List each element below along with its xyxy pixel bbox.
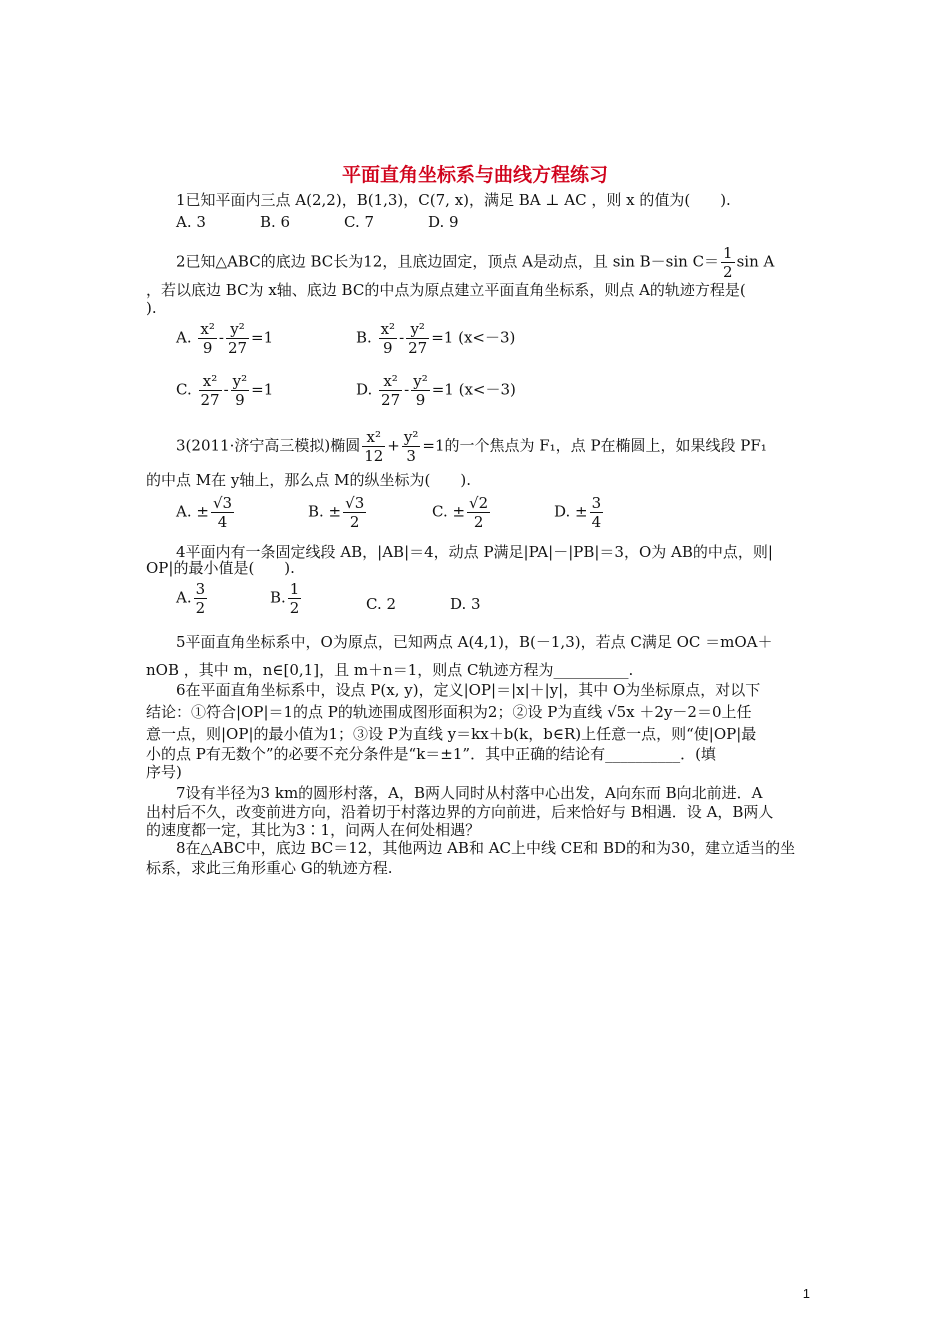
q7-line1: 7设有半径为3 km的圆形村落，A，B两人同时从村落中心出发，A向东而 B向北前进．A: [176, 784, 763, 802]
page-title: 平面直角坐标系与曲线方程练习: [341, 164, 608, 186]
q2-option-a-label: A.: [176, 328, 192, 347]
q4b-den: 2: [289, 599, 300, 617]
q3b-num: √3: [345, 494, 365, 512]
q1-option-d: D. 9: [428, 213, 459, 231]
q2a-n2: y²: [226, 320, 249, 339]
q2a-tail: =1: [251, 328, 274, 347]
q2b-tail: =1 (x<－3): [431, 328, 516, 347]
q4-option-b-label: B.: [270, 588, 286, 607]
q6-line3: 意一点，则|OP|的最小值为1；③设 P为直线 y＝kx＋b(k，b∈R)上任意一点，则“使|OP|最: [146, 725, 757, 743]
q2c-n1: x²: [199, 372, 222, 391]
q3d-num: 3: [591, 494, 602, 512]
q2-frac-den: 2: [723, 263, 733, 281]
q7-line2: 出村后不久，改变前进方向，沿着切于村落边界的方向前进，后来恰好与 B相遇．设 A，B两人: [146, 803, 774, 821]
q3-stem-a: 3(2011·济宁高三模拟)椭圆: [176, 436, 361, 455]
q3c-den: 2: [473, 513, 484, 531]
q2-option-b: B. $\frac{\text{x²}}{9}$ - $\frac{\text{y²}}{27}$ =1 (x<－3): [356, 320, 516, 357]
q8-line2: 标系，求此三角形重心 G的轨迹方程.: [146, 859, 393, 877]
q2-option-c-label: C.: [176, 380, 192, 399]
q3-d2: 3: [406, 447, 416, 465]
q3-option-c: [432, 494, 492, 531]
q4-option-a: [176, 580, 209, 617]
q3b-den: 2: [349, 513, 360, 531]
q2c-d2: 9: [235, 391, 245, 409]
q3-option-b: [308, 494, 368, 531]
q3a-den: 4: [217, 513, 228, 531]
q7-line3: 的速度都一定，其比为3∶1，问两人在何处相遇？: [146, 821, 481, 839]
q4-option-b: [270, 580, 303, 617]
q2-option-b-label: B.: [356, 328, 372, 347]
q2d-tail: =1 (x<－3): [431, 380, 516, 399]
q3-option-d: [554, 494, 605, 531]
q2b-n1: x²: [380, 320, 396, 338]
q3-option-d-label: D. ±: [554, 502, 588, 521]
q1-stem: 1已知平面内三点 A(2,2)，B(1,3)，C(7, x)，满足 BA ⊥ AC ，则 x 的值为( ).: [176, 191, 731, 209]
q2c-d1: 27: [200, 391, 220, 409]
page-number: 1: [802, 1286, 810, 1301]
q2-option-c: C. $\frac{\text{x²}}{27}$ - $\frac{\text{y²}}{9}$ =1: [176, 372, 274, 409]
q3-option-a: [176, 494, 236, 531]
q6-line2: 结论：①符合|OP|＝1的点 P的轨迹围成图形面积为2；②设 P为直线 √5x ＋2y－2＝0上任: [146, 703, 752, 721]
q2-option-a: A. $\frac{\text{x²}}{9}$ - $\frac{\text{y²}}{27}$ =1: [176, 320, 274, 357]
q2-stem-tail: sin A: [736, 252, 775, 271]
q4-line2: OP|的最小值是( ).: [146, 559, 295, 577]
q3-line2: 的中点 M在 y轴上，那么点 M的纵坐标为( ).: [146, 471, 471, 489]
q3d-den: 4: [591, 513, 602, 531]
q8-line1: 8在△ABC中，底边 BC＝12，其他两边 AB和 AC上中线 CE和 BD的和为30，建立适当的坐: [176, 839, 796, 857]
q6-line4: 小的点 P有无数个”的必要不充分条件是“k＝±1”．其中正确的结论有__________．(填: [146, 745, 716, 763]
q3-n2: y²: [403, 428, 419, 446]
q3-option-b-label: B. ±: [308, 502, 342, 521]
q3-option-a-label: A. ±: [176, 502, 209, 521]
q2a-d1: 9: [202, 339, 213, 357]
q3-stem: 3(2011·济宁高三模拟)椭圆 $\frac{\text{x²}}{12}$ + $\frac{\text{y²}}{3}$ =1的一个焦点为 F₁，点 P在椭圆上，如果线段 PF₁: [176, 428, 767, 465]
q2b-d1: 9: [383, 339, 393, 357]
q3-n1: x²: [362, 428, 385, 447]
q2d-n2: y²: [413, 372, 428, 390]
q2d-d2: 9: [415, 391, 426, 409]
q5-line2: nOB ，其中 m，n∈[0,1]，且 m＋n＝1，则点 C轨迹方程为__________.: [146, 661, 634, 679]
q4a-den: 2: [195, 599, 206, 617]
q2a-d2: 27: [227, 339, 248, 357]
q1-option-a: A. 3: [176, 213, 206, 231]
q2-option-d: D. $\frac{\text{x²}}{27}$ - $\frac{\text{y²}}{9}$ =1 (x<－3): [356, 372, 516, 409]
q2a-n1: x²: [200, 320, 215, 338]
q4-option-c: C. 2: [366, 595, 397, 613]
q3-option-c-label: C. ±: [432, 502, 466, 521]
q4-option-a-label: A.: [176, 588, 192, 607]
q2-fraction: [721, 244, 735, 281]
q2d-d1: 27: [381, 391, 401, 409]
q2-frac-num: 1: [723, 244, 733, 262]
q6-line1: 6在平面直角坐标系中，设点 P(x, y)，定义|OP|＝|x|＋|y|，其中 O为坐标原点，对以下: [176, 681, 761, 699]
q2b-n2: y²: [406, 320, 429, 339]
q4-option-d: D. 3: [450, 595, 481, 613]
q2-line2: ，若以底边 BC为 x轴、底边 BC的中点为原点建立平面直角坐标系，则点 A的轨迹方程是(: [146, 281, 746, 299]
q2-line3: ).: [146, 299, 157, 317]
q5-line1: 5平面直角坐标系中，O为原点，已知两点 A(4,1)，B(－1,3)，若点 C满足 OC ＝mOA＋: [176, 633, 773, 651]
q3-stem-b: =1的一个焦点为 F₁，点 P在椭圆上，如果线段 PF₁: [422, 436, 767, 455]
q6-line5: 序号): [146, 763, 182, 781]
q3c-num: √2: [469, 494, 489, 512]
q1-option-c: C. 7: [344, 213, 375, 231]
q2c-tail: =1: [251, 380, 274, 399]
q2-option-d-label: D.: [356, 380, 373, 399]
q3a-num: √3: [212, 494, 233, 512]
q2c-n2: y²: [232, 372, 248, 390]
q4a-num: 3: [195, 580, 206, 598]
q4b-num: 1: [289, 580, 300, 598]
q2-stem: [176, 244, 841, 281]
q1-option-b: B. 6: [260, 213, 291, 231]
q2-stem-text: 2已知△ABC的底边 BC长为12，且底边固定，顶点 A是动点，且 sin B－sin C＝: [176, 252, 720, 271]
q2d-n1: x²: [379, 372, 402, 391]
q4-line1: 4平面内有一条固定线段 AB，|AB|＝4，动点 P满足|PA|－|PB|＝3，O为 AB的中点，则|: [176, 543, 773, 561]
q3-d1: 12: [364, 447, 384, 465]
q2b-d2: 27: [408, 339, 428, 357]
